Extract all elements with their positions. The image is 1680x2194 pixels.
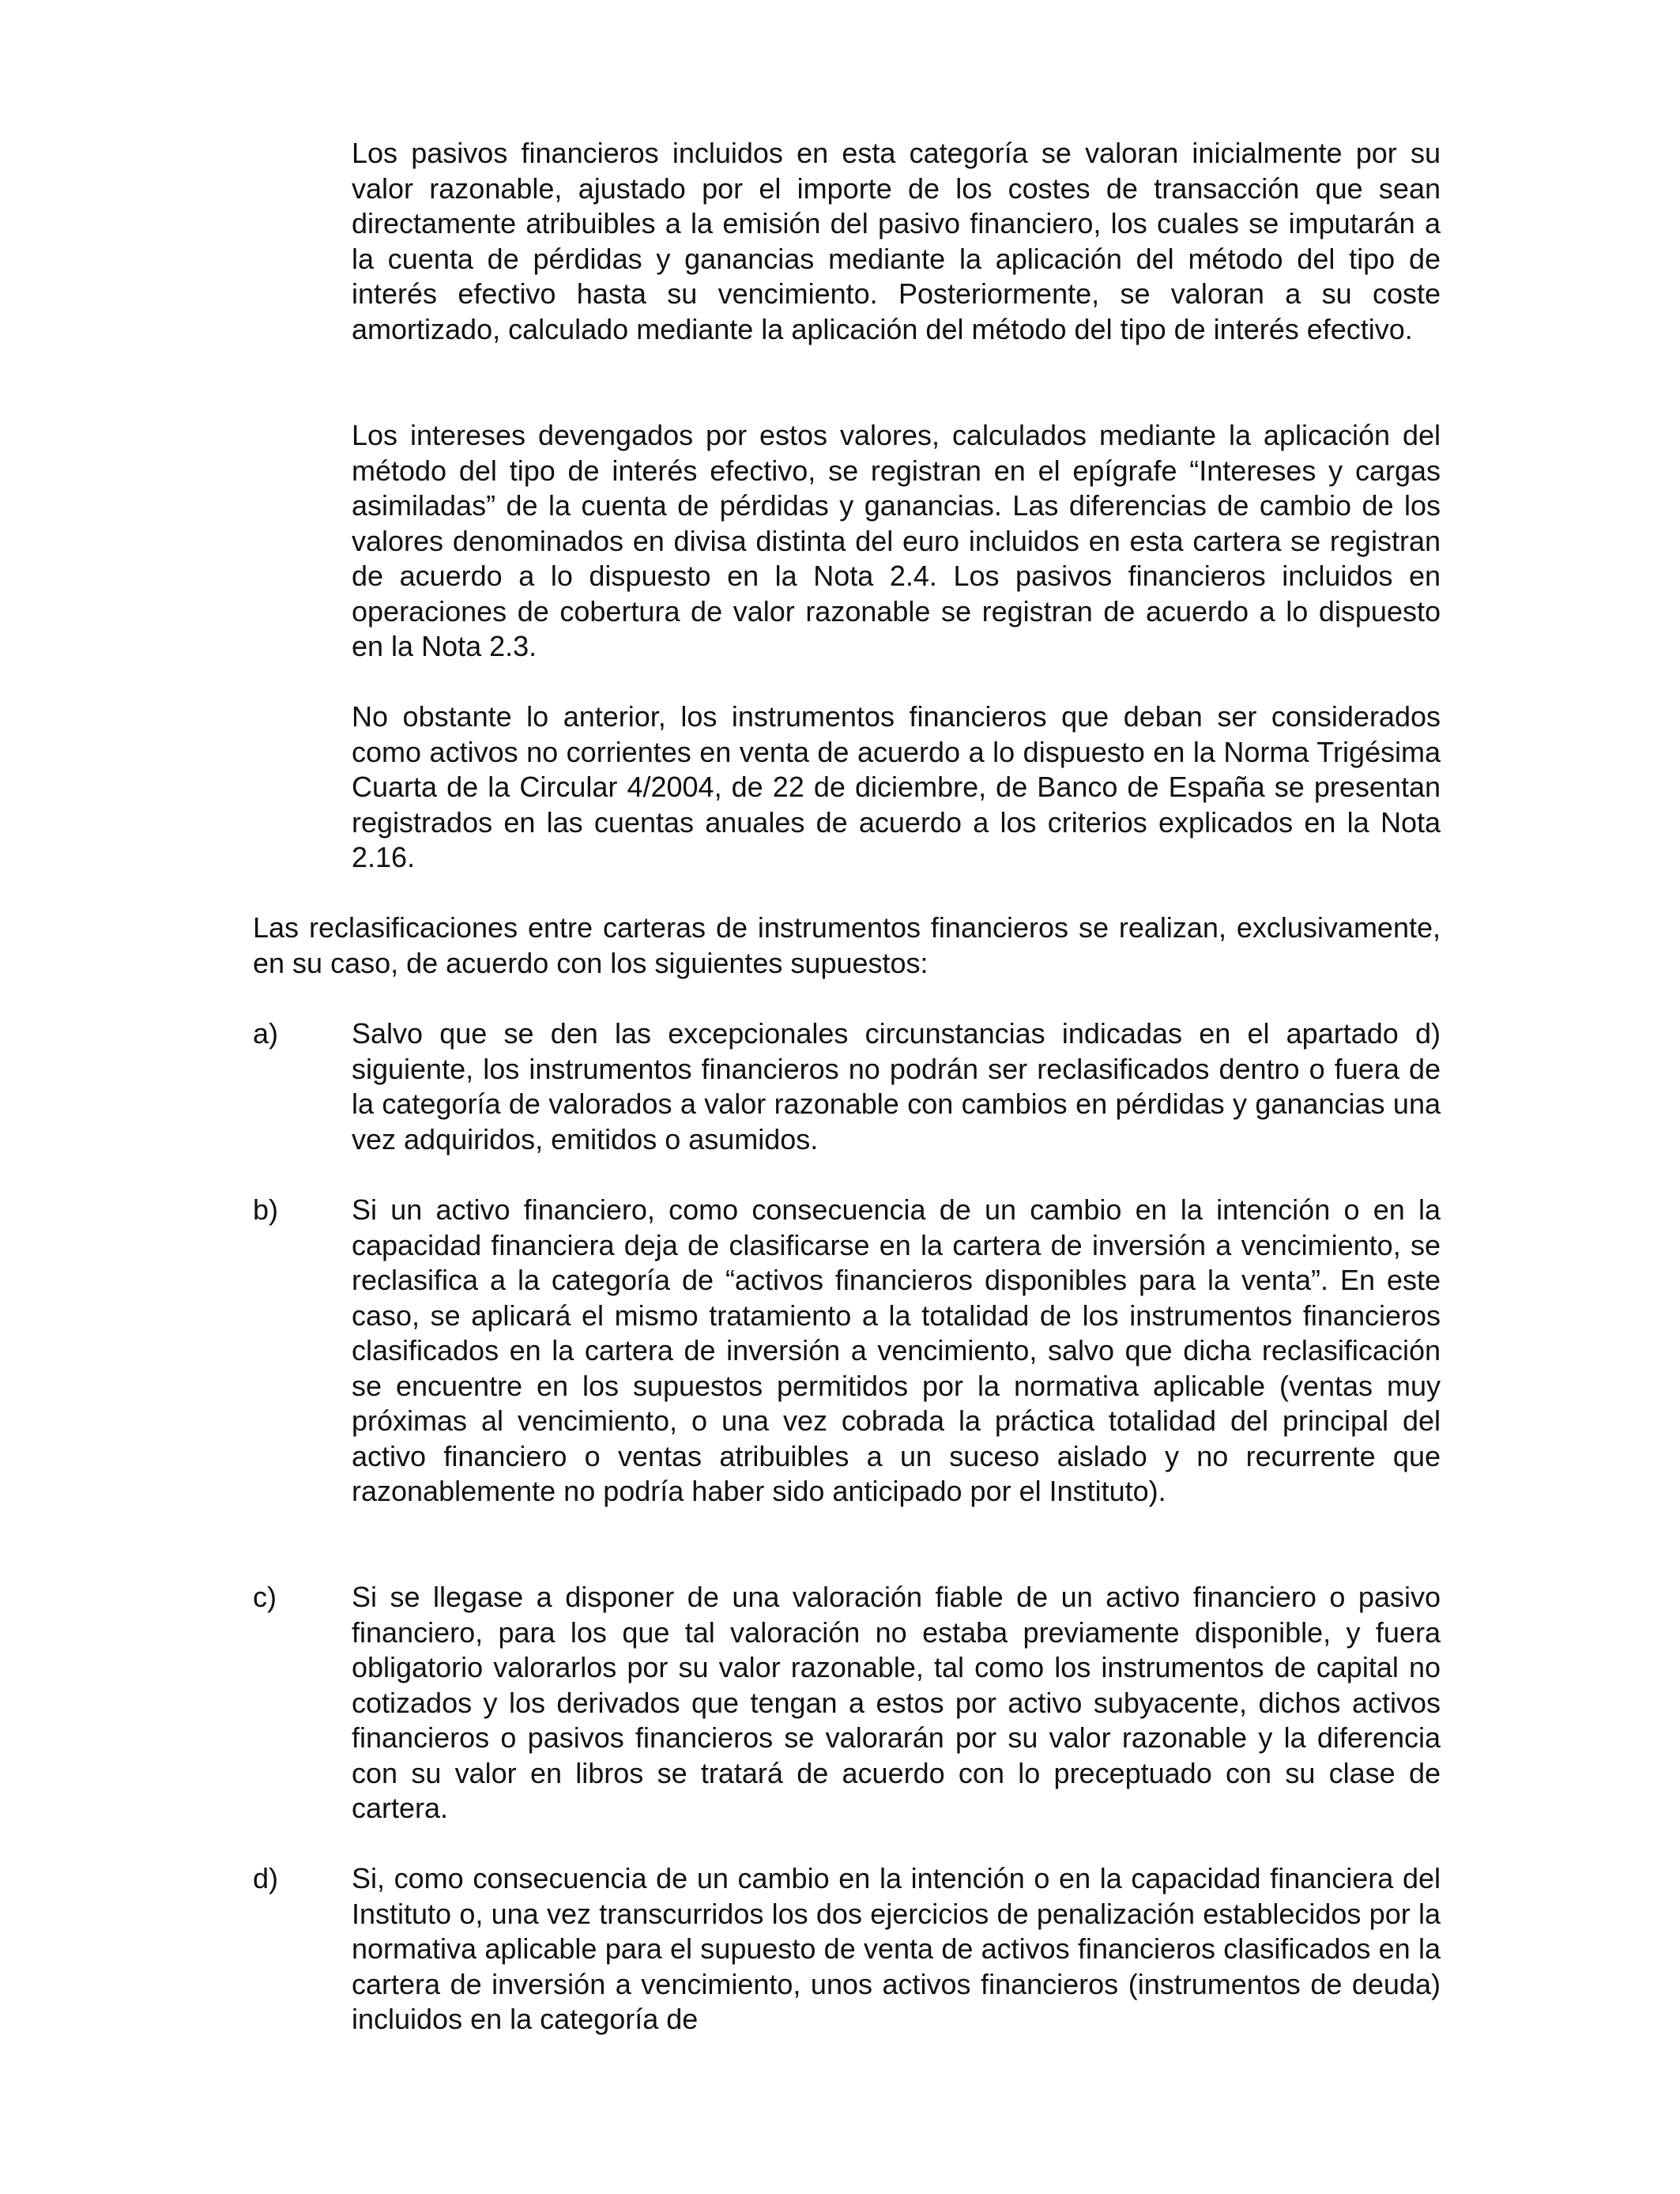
list-item-text: Salvo que se den las excepcionales circunstancias indicadas en el apartado d) siguiente, los instrumentos financieros no podrán ser reclasificados dentro o fuera de la categoría de valorados a valor razonable con cambios en pérdidas y ganancias una vez adquiridos, emitidos o asumidos.	[352, 1017, 1441, 1155]
list-item-label: c)	[253, 1581, 277, 1613]
list-item-label: a)	[253, 1017, 279, 1050]
paragraph-non-current-assets: No obstante lo anterior, los instrumentos financieros que deban ser considerados como activos no corrientes en venta de acuerdo a lo dispuesto en la Norma Trigésima Cuarta de la Circular 4/2004, de 22 de diciembre, de Banco de España se presentan registrados en las cuentas anuales de acuerdo a los criterios explicados en la Nota 2.16.	[352, 700, 1441, 873]
paragraph-initial-valuation: Los pasivos financieros incluidos en esta categoría se valoran inicialmente por su valor razonable, ajustado por el importe de los costes de transacción que sean directamente atribuibles a la emisión del pasivo financiero, los cuales se imputarán a la cuenta de pérdidas y ganancias mediante la aplicación del método del tipo de interés efectivo hasta su vencimiento. Posteriormente, se valoran a su coste amortizado, calculado mediante la aplicación del método del tipo de interés efectivo.	[352, 137, 1441, 345]
paragraph-reclassifications-intro: Las reclasificaciones entre carteras de instrumentos financieros se realizan, exclusivamente, en su caso, de acuerdo con los siguientes supuestos:	[253, 911, 1441, 979]
list-item-label: d)	[253, 1862, 279, 1894]
list-item-text: Si se llegase a disponer de una valoración fiable de un activo financiero o pasivo financiero, para los que tal valoración no estaba previamente disponible, y fuera obligatorio valorarlos por su valor razonable, tal como los instrumentos de capital no cotizados y los derivados que tengan a estos por activo subyacente, dichos activos financieros o pasivos financieros se valorarán por su valor razonable y la diferencia con su valor en libros se tratará de acuerdo con lo preceptuado con su clase de cartera.	[352, 1581, 1441, 1824]
paragraph-accrued-interest: Los intereses devengados por estos valores, calculados mediante la aplicación del método del tipo de interés efectivo, se registran en el epígrafe “Intereses y cargas asimiladas” de la cuenta de pérdidas y ganancias. Las diferencias de cambio de los valores denominados en divisa distinta del euro incluidos en esta cartera se registran de acuerdo a lo dispuesto en la Nota 2.4. Los pasivos financieros incluidos en operaciones de cobertura de valor razonable se registran de acuerdo a lo dispuesto en la Nota 2.3.	[352, 419, 1441, 662]
list-item-text: Si un activo financiero, como consecuencia de un cambio en la intención o en la capacidad financiera deja de clasificarse en la cartera de inversión a vencimiento, se reclasifica a la categoría de “activos financieros disponibles para la venta”. En este caso, se aplicará el mismo tratamiento a la totalidad de los instrumentos financieros clasificados en la cartera de inversión a vencimiento, salvo que dicha reclasificación se encuentre en los supuestos permitidos por la normativa aplicable (ventas muy próximas al vencimiento, o una vez cobrada la práctica totalidad del principal del activo financiero o ventas atribuibles a un suceso aislado y no recurrente que razonablemente no podría haber sido anticipado por el Instituto).	[352, 1193, 1441, 1507]
list-item-label: b)	[253, 1193, 279, 1226]
list-item-text: Si, como consecuencia de un cambio en la intención o en la capacidad financiera del Instituto o, una vez transcurridos los dos ejercicios de penalización establecidos por la normativa aplicable para el supuesto de venta de activos financieros clasificados en la cartera de inversión a vencimiento, unos activos financieros (instrumentos de deuda) incluidos en la categoría de	[352, 1862, 1441, 2035]
